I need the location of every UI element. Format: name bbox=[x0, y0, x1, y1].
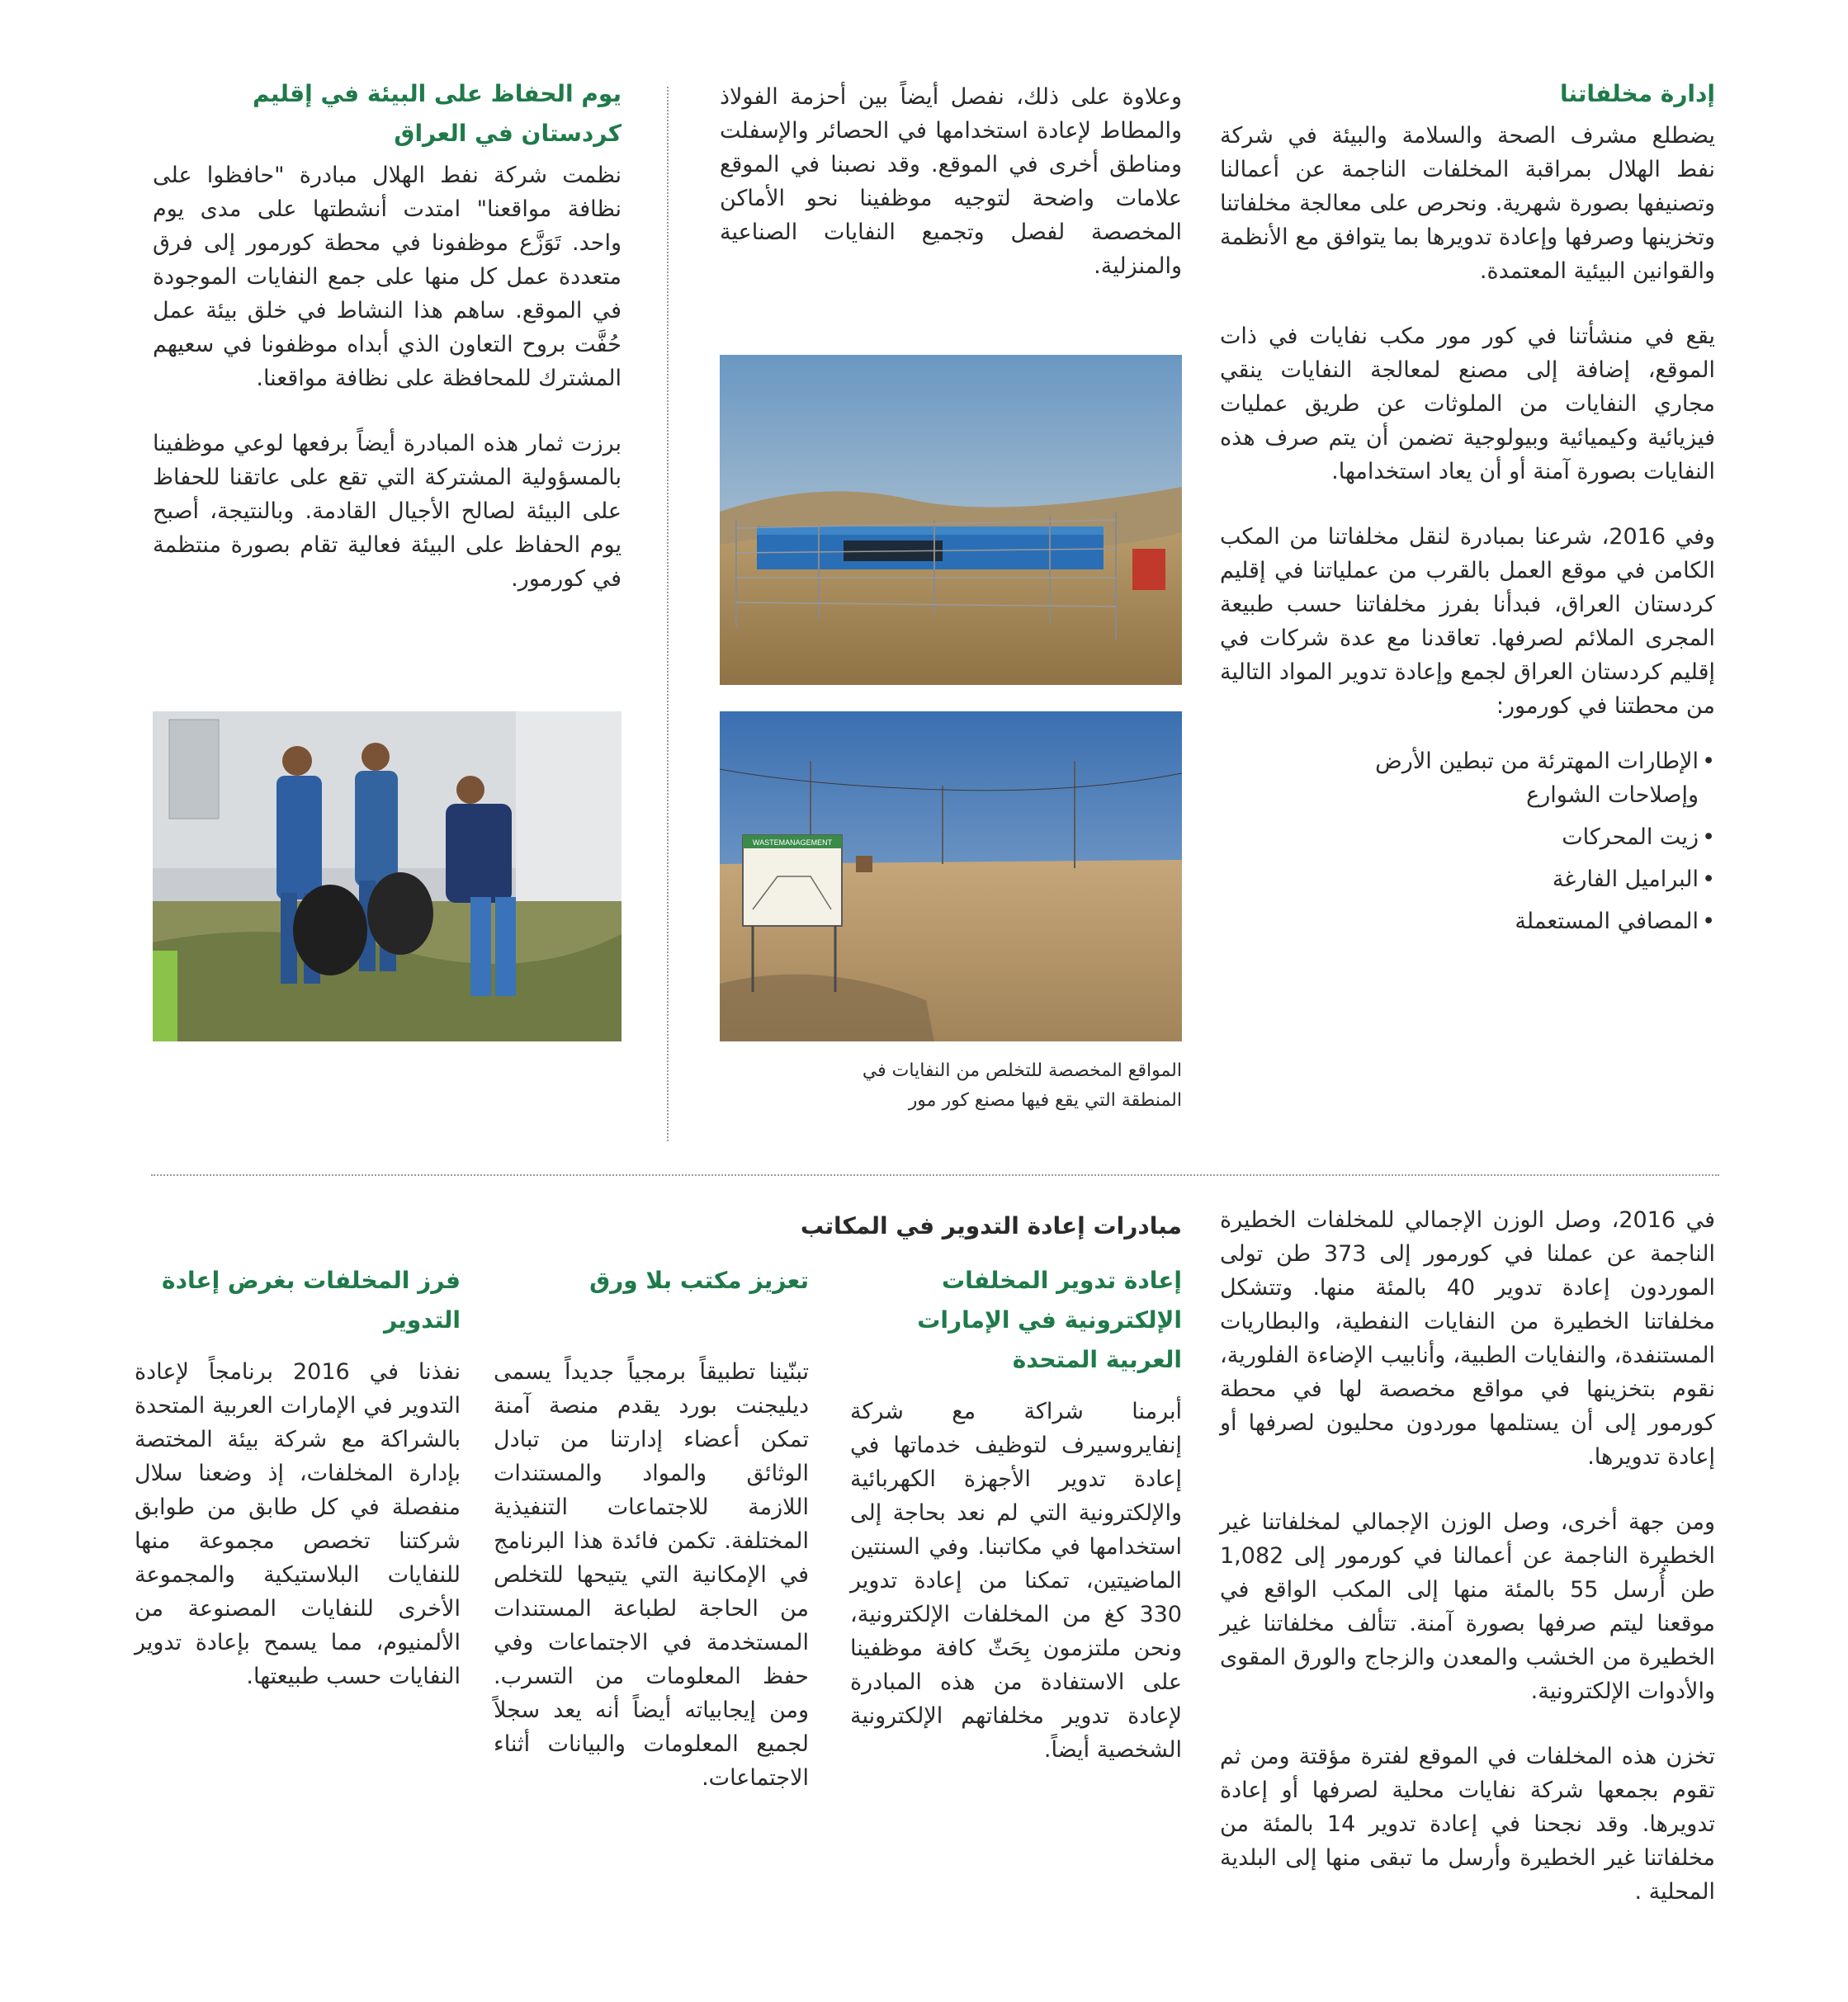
paragraph: وفي 2016، شرعنا بمبادرة لنقل مخلفاتنا من المكب الكامن في موقع العمل بالقرب من عملياتنا في إقليم كردستان العراق، فبدأنا بفرز مخلفاتنا حسب طبيعة المجرى الملائم لصرفها. تعاقدنا مع عدة شركات في إقليم كردستان العراق لجمع وإعادة تدوير المواد التالية من محطتنا في كورمور: bbox=[1220, 524, 1715, 719]
heading-office-initiatives: مبادرات إعادة التدوير في المكاتب bbox=[800, 1212, 1182, 1239]
caption-text: المواقع المخصصة للتخلص من النفايات في المنطقة التي يقع فيها مصنع كور مور bbox=[862, 1060, 1182, 1111]
paragraph: برزت ثمار هذه المبادرة أيضاً برفعها لوعي موظفينا بالمسؤولية المشتركة التي تقع على عاتقنا للحفاظ على البيئة لصالح الأجيال القادمة. وبالنتيجة، أصبح يوم الحفاظ على البيئة فعالية تقام بصورة منتظمة في كورمور. bbox=[153, 431, 622, 592]
paragraph: يقع في منشأتنا في كور مور مكب نفايات في ذات الموقع، إضافة إلى مصنع لمعالجة النفايات ينقي مجاري النفايات من الملوثات عن طريق عمليات فيزيائية وكيميائية وبيولوجية تضمن أن يتم صرف هذه النفايات بصورة آمنة أو أن يعاد استخدامها. bbox=[1220, 323, 1715, 484]
heading-environment-day: يوم الحفاظ على البيئة في إقليم كردستان في العراق bbox=[252, 80, 622, 147]
section-divider bbox=[151, 1174, 1719, 1176]
paragraph: يضطلع مشرف الصحة والسلامة والبيئة في شركة نفط الهلال بمراقبة المخلفات الناجمة عن أعمالنا وتصنيفها بصورة شهرية. ونحرص على معالجة مخلفاتنا وتخزينها وصرفها وإعادة تدويرها بما يتوافق مع الأنظمة والقوانين البيئية المعتمدة. bbox=[1220, 123, 1715, 284]
paragraph: نفذنا في 2016 برنامجاً لإعادة التدوير في الإمارات العربية المتحدة بالشراكة مع شركة بيئة المختصة بإدارة المخلفات، إذ وضعنا سلال منفصلة في كل طابق من طوابق شركتنا تخصص مجموعة منها للنفايات البلاستيكية والمجموعة الأخرى للنفايات المصنوعة من الألمنيوم، مما يسمح بإعادة تدوير النفايات حسب طبيعتها. bbox=[135, 1359, 461, 1689]
section-waste-management bbox=[1220, 74, 1715, 947]
photo-caption bbox=[720, 1056, 1182, 1116]
heading-ewaste: إعادة تدوير المخلفات الإلكترونية في الإمارات العربية المتحدة bbox=[917, 1267, 1182, 1373]
photo-waste-management-sign bbox=[720, 711, 1182, 1041]
section-paperless bbox=[494, 1261, 809, 1795]
list-item: • الإطارات المهترئة من تبطين الأرض وإصلاحات الشوارع bbox=[1352, 744, 1715, 812]
paragraph: نظمت شركة نفط الهلال مبادرة "حافظوا على نظافة مواقعنا" امتدت أنشطتها على مدى يوم واحد. تَوَزَّع موظفونا في محطة كورمور إلى فرق متعددة عمل كل منها على جمع النفايات الموجودة في الموقع. ساهم هذا النشاط في خلق بيئة عمل حُفَّت بروح التعاون الذي أبداه موظفونا في سعيهم المشترك للمحافظة على نظافة مواقعنا. bbox=[153, 163, 622, 391]
list-item: • المصافي المستعملة bbox=[1352, 904, 1715, 938]
paragraph: تبنّينا تطبيقاً برمجياً جديداً يسمى ديليجنت بورد يقدم منصة آمنة تمكن أعضاء إدارتنا من تبادل الوثائق والمواد والمستندات اللازمة للاجتماعات التنفيذية المختلفة. تكمن فائدة هذا البرنامج في الإمكانية التي يتيحها للتخلص من الحاجة لطباعة المستندات المستخدمة في الاجتماعات وفي حفظ المعلومات من التسرب. ومن إيجابياته أيضاً أنه يعد سجلاً لجميع المعلومات والبيانات أثناء الاجتماعات. bbox=[494, 1359, 809, 1791]
paragraph: تخزن هذه المخلفات في الموقع لفترة مؤقتة ومن ثم تقوم بجمعها شركة نفايات محلية لصرفها أو إعادة تدويرها. وقد نجحنا في إعادة تدوير 14 بالمئة من مخلفاتنا غير الخطيرة وأرسل ما تبقى منها إلى البلدية المحلية . bbox=[1220, 1744, 1715, 1905]
section-separation bbox=[720, 80, 1182, 283]
photo-employees-collecting-waste bbox=[153, 711, 622, 1041]
section-waste-sorting bbox=[135, 1261, 461, 1693]
list-item: • البراميل الفارغة bbox=[1352, 862, 1715, 896]
section-waste-statistics bbox=[1220, 1203, 1715, 1909]
list-item: • زيت المحركات bbox=[1352, 820, 1715, 854]
paragraph: وعلاوة على ذلك، نفصل أيضاً بين أحزمة الفولاذ والمطاط لإعادة استخدامها في الحصائر والإسفلت ومناطق أخرى في الموقع. وقد نصبنا في الموقع علامات واضحة لتوجيه موظفينا نحو الأماكن المخصصة لفصل وتجميع النفايات الصناعية والمنزلية. bbox=[720, 84, 1182, 279]
column-divider bbox=[667, 87, 669, 1141]
office-initiatives-title bbox=[720, 1206, 1182, 1246]
section-environment-day bbox=[153, 74, 622, 596]
sign-text: WASTEMANAGEMENT bbox=[752, 838, 833, 847]
heading-waste-sorting: فرز المخلفات بغرض إعادة التدوير bbox=[162, 1267, 461, 1334]
heading-paperless: تعزيز مكتب بلا ورق bbox=[589, 1267, 809, 1294]
photo-waste-site-fence bbox=[720, 355, 1182, 685]
paragraph: ومن جهة أخرى، وصل الوزن الإجمالي لمخلفاتنا غير الخطيرة الناجمة عن أعمالنا في كورمور إلى 1,082 طن أُرسل 55 بالمئة منها إلى المكب الواقع في موقعنا ليتم صرفها بصورة آمنة. تتألف مخلفاتنا غير الخطيرة من الخشب والمعدن والزجاج والورق المقوى والأدوات الإلكترونية. bbox=[1220, 1509, 1715, 1704]
recycled-materials-list bbox=[1352, 744, 1715, 938]
section-ewaste bbox=[850, 1261, 1182, 1767]
paragraph: أبرمنا شراكة مع شركة إنفايروسيرف لتوظيف خدماتها في إعادة تدوير الأجهزة الكهربائية والإلكترونية التي لم نعد بحاجة إلى استخدامها في مكاتبنا. وفي السنتين الماضيتين، تمكنا من إعادة تدوير 330 كغ من المخلفات الإلكترونية، ونحن ملتزمون بِحَثّ كافة موظفينا على الاستفادة من هذه المبادرة لإعادة تدوير مخلفاتهم الإلكترونية الشخصية أيضاً. bbox=[850, 1399, 1182, 1763]
paragraph: في 2016، وصل الوزن الإجمالي للمخلفات الخطيرة الناجمة عن عملنا في كورمور إلى 373 طن تولى الموردون إعادة تدوير 40 بالمئة منها. وتتشكل مخلفاتنا الخطيرة من النفايات النفطية، والبطاريات المستنفدة، والنفايات الطبية، وأنابيب الإضاءة الفلورية، نقوم بتخزينها في مواقع مخصصة لها في محطة كورمور إلى أن يستلمها موردون محليون لصرفها أو إعادة تدويرها. bbox=[1220, 1207, 1715, 1470]
heading-waste-management: إدارة مخلفاتنا bbox=[1559, 80, 1715, 107]
